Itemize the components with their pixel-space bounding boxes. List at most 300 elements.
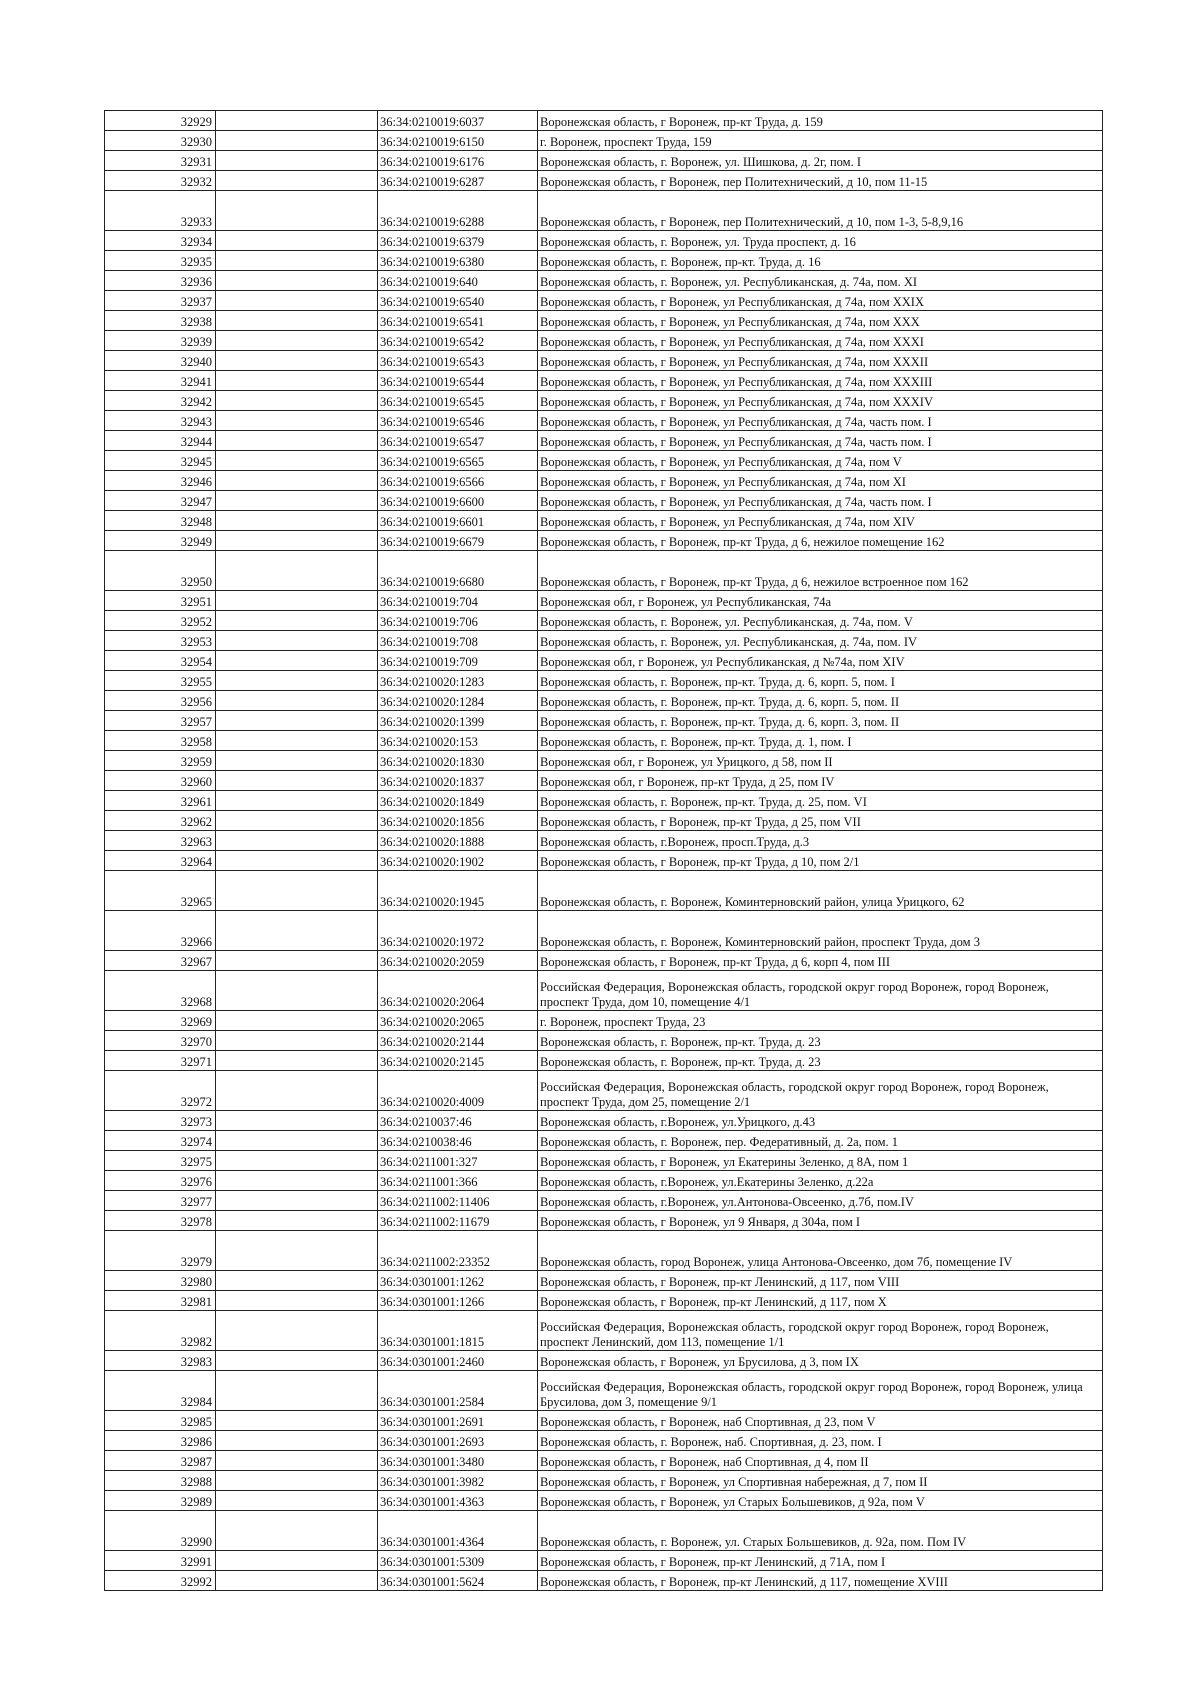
table-row (105, 291, 1103, 311)
table-row (105, 1151, 1103, 1171)
address: Воронежская область, г. Воронеж, пр-кт. Труда, д. 6, корп. 3, пом. II (538, 711, 1103, 731)
empty-cell (216, 1351, 378, 1371)
cadastral-number: 36:34:0210020:1888 (378, 831, 538, 851)
address: Воронежская область, г Воронеж, наб Спортивная, д 4, пом II (538, 1451, 1103, 1471)
cadastral-number: 36:34:0210019:709 (378, 651, 538, 671)
table-row (105, 1311, 1103, 1351)
address: Воронежская область, г. Воронеж, пр-кт. Труда, д. 6, корп. 5, пом. II (538, 691, 1103, 711)
cadastral-number: 36:34:0301001:5309 (378, 1551, 538, 1571)
empty-cell (216, 591, 378, 611)
property-table (104, 110, 1103, 1591)
row-number: 32930 (105, 131, 216, 151)
address: Воронежская область, г Воронеж, ул Республиканская, д 74а, пом XXXI (538, 331, 1103, 351)
row-number: 32977 (105, 1191, 216, 1211)
table-row (105, 431, 1103, 451)
cadastral-number: 36:34:0210019:6546 (378, 411, 538, 431)
empty-cell (216, 631, 378, 651)
table-row (105, 311, 1103, 331)
cadastral-number: 36:34:0211002:23352 (378, 1231, 538, 1271)
cadastral-number: 36:34:0301001:1815 (378, 1311, 538, 1351)
empty-cell (216, 971, 378, 1011)
table-row (105, 1451, 1103, 1471)
address: Воронежская область, г. Воронеж, ул. Республиканская, д. 74а, пом. IV (538, 631, 1103, 651)
row-number: 32966 (105, 911, 216, 951)
cadastral-number: 36:34:0210019:6287 (378, 171, 538, 191)
table-row (105, 1171, 1103, 1191)
empty-cell (216, 831, 378, 851)
address: Воронежская область, г Воронеж, пр-кт Труда, д. 159 (538, 111, 1103, 131)
address: Воронежская область, г. Воронеж, ул. Труда проспект, д. 16 (538, 231, 1103, 251)
table-row (105, 1071, 1103, 1111)
table-row (105, 411, 1103, 431)
address: Воронежская область, г. Воронеж, наб. Спортивная, д. 23, пом. I (538, 1431, 1103, 1451)
empty-cell (216, 391, 378, 411)
address: Воронежская область, г Воронеж, ул Старых Большевиков, д 92а, пом V (538, 1491, 1103, 1511)
cadastral-number: 36:34:0301001:2693 (378, 1431, 538, 1451)
address: Воронежская область, г. Воронеж, пер. Федеративный, д. 2а, пом. 1 (538, 1131, 1103, 1151)
empty-cell (216, 1491, 378, 1511)
empty-cell (216, 291, 378, 311)
table-row (105, 491, 1103, 511)
cadastral-number: 36:34:0210038:46 (378, 1131, 538, 1151)
table-row (105, 471, 1103, 491)
empty-cell (216, 131, 378, 151)
cadastral-number: 36:34:0210019:6176 (378, 151, 538, 171)
address: Воронежская область, г Воронеж, пер Политехнический, д 10, пом 11-15 (538, 171, 1103, 191)
table-row (105, 611, 1103, 631)
cadastral-number: 36:34:0301001:3982 (378, 1471, 538, 1491)
table-row (105, 691, 1103, 711)
empty-cell (216, 411, 378, 431)
address: Воронежская область, г.Воронеж, просп.Труда, д.3 (538, 831, 1103, 851)
row-number: 32935 (105, 251, 216, 271)
address: Воронежская область, г. Воронеж, ул. Республиканская, д. 74а, пом. V (538, 611, 1103, 631)
empty-cell (216, 491, 378, 511)
cadastral-number: 36:34:0301001:3480 (378, 1451, 538, 1471)
cadastral-number: 36:34:0210020:2059 (378, 951, 538, 971)
row-number: 32963 (105, 831, 216, 851)
empty-cell (216, 1131, 378, 1151)
table-row (105, 871, 1103, 911)
empty-cell (216, 851, 378, 871)
address: Воронежская область, г Воронеж, ул Республиканская, д 74а, часть пом. I (538, 431, 1103, 451)
address: Российская Федерация, Воронежская область, городской округ город Воронеж, город Воронеж, улица Брусилова, дом 3, помещение 9/1 (538, 1371, 1103, 1411)
address: Российская Федерация, Воронежская область, городской округ город Воронеж, город Воронеж, проспект Труда, дом 25, помещение 2/1 (538, 1071, 1103, 1111)
address: Воронежская область, г Воронеж, ул Республиканская, д 74а, пом V (538, 451, 1103, 471)
cadastral-number: 36:34:0210019:6680 (378, 551, 538, 591)
empty-cell (216, 431, 378, 451)
empty-cell (216, 651, 378, 671)
table-row (105, 971, 1103, 1011)
row-number: 32932 (105, 171, 216, 191)
cadastral-number: 36:34:0211001:366 (378, 1171, 538, 1191)
row-number: 32956 (105, 691, 216, 711)
table-row (105, 1111, 1103, 1131)
row-number: 32988 (105, 1471, 216, 1491)
row-number: 32953 (105, 631, 216, 651)
cadastral-number: 36:34:0210020:153 (378, 731, 538, 751)
cadastral-number: 36:34:0210019:6542 (378, 331, 538, 351)
empty-cell (216, 791, 378, 811)
address: Воронежская область, г Воронеж, наб Спортивная, д 23, пом V (538, 1411, 1103, 1431)
empty-cell (216, 811, 378, 831)
address: Воронежская область, г Воронеж, ул Республиканская, д 74а, часть пом. I (538, 491, 1103, 511)
address: Российская Федерация, Воронежская область, городской округ город Воронеж, город Воронеж, проспект Ленинский, дом 113, помещение 1/1 (538, 1311, 1103, 1351)
row-number: 32981 (105, 1291, 216, 1311)
row-number: 32962 (105, 811, 216, 831)
row-number: 32933 (105, 191, 216, 231)
row-number: 32955 (105, 671, 216, 691)
table-row (105, 551, 1103, 591)
empty-cell (216, 1191, 378, 1211)
table-row (105, 131, 1103, 151)
row-number: 32965 (105, 871, 216, 911)
row-number: 32992 (105, 1571, 216, 1591)
empty-cell (216, 1471, 378, 1491)
row-number: 32954 (105, 651, 216, 671)
cadastral-number: 36:34:0301001:2691 (378, 1411, 538, 1431)
cadastral-number: 36:34:0210019:704 (378, 591, 538, 611)
table-row (105, 271, 1103, 291)
empty-cell (216, 911, 378, 951)
cadastral-number: 36:34:0210019:6566 (378, 471, 538, 491)
row-number: 32985 (105, 1411, 216, 1431)
address: Воронежская область, г Воронеж, пр-кт Труда, д 6, нежилое встроенное пом 162 (538, 551, 1103, 591)
table-row (105, 251, 1103, 271)
row-number: 32931 (105, 151, 216, 171)
empty-cell (216, 1311, 378, 1351)
table-row (105, 1551, 1103, 1571)
row-number: 32944 (105, 431, 216, 451)
cadastral-number: 36:34:0210019:6600 (378, 491, 538, 511)
row-number: 32986 (105, 1431, 216, 1451)
empty-cell (216, 1231, 378, 1271)
address: Воронежская область, г. Воронеж, пр-кт. Труда, д. 6, корп. 5, пом. I (538, 671, 1103, 691)
cadastral-number: 36:34:0210019:6543 (378, 351, 538, 371)
cadastral-number: 36:34:0210020:4009 (378, 1071, 538, 1111)
address: Воронежская область, г. Воронеж, пр-кт. Труда, д. 1, пом. I (538, 731, 1103, 751)
empty-cell (216, 871, 378, 911)
cadastral-number: 36:34:0210019:706 (378, 611, 538, 631)
cadastral-number: 36:34:0210020:1284 (378, 691, 538, 711)
table-row (105, 591, 1103, 611)
empty-cell (216, 251, 378, 271)
address: Воронежская область, г Воронеж, ул Республиканская, д 74а, пом XXXII (538, 351, 1103, 371)
empty-cell (216, 1211, 378, 1231)
row-number: 32951 (105, 591, 216, 611)
cadastral-number: 36:34:0210019:640 (378, 271, 538, 291)
row-number: 32976 (105, 1171, 216, 1191)
address: Воронежская область, г.Воронеж, ул.Екатерины Зеленко, д.22а (538, 1171, 1103, 1191)
table-row (105, 1051, 1103, 1071)
table-row (105, 231, 1103, 251)
table-row (105, 1491, 1103, 1511)
empty-cell (216, 191, 378, 231)
table-row (105, 171, 1103, 191)
cadastral-number: 36:34:0210019:6541 (378, 311, 538, 331)
address: Воронежская область, г. Воронеж, пр-кт. Труда, д. 23 (538, 1031, 1103, 1051)
table-row (105, 951, 1103, 971)
address: Воронежская область, г Воронеж, ул Республиканская, д 74а, пом XI (538, 471, 1103, 491)
address: Воронежская область, г Воронеж, ул 9 Января, д 304а, пом I (538, 1211, 1103, 1231)
cadastral-number: 36:34:0210020:1837 (378, 771, 538, 791)
cadastral-number: 36:34:0210020:1856 (378, 811, 538, 831)
row-number: 32983 (105, 1351, 216, 1371)
row-number: 32973 (105, 1111, 216, 1131)
cadastral-number: 36:34:0301001:1262 (378, 1271, 538, 1291)
row-number: 32929 (105, 111, 216, 131)
cadastral-number: 36:34:0210020:2145 (378, 1051, 538, 1071)
row-number: 32969 (105, 1011, 216, 1031)
table-row (105, 1131, 1103, 1151)
empty-cell (216, 551, 378, 591)
row-number: 32946 (105, 471, 216, 491)
address: Российская Федерация, Воронежская область, городской округ город Воронеж, город Воронеж, проспект Труда, дом 10, помещение 4/1 (538, 971, 1103, 1011)
address: Воронежская область, г Воронеж, пр-кт Ленинский, д 117, пом X (538, 1291, 1103, 1311)
cadastral-number: 36:34:0301001:5624 (378, 1571, 538, 1591)
row-number: 32942 (105, 391, 216, 411)
address: Воронежская обл, г Воронеж, пр-кт Труда, д 25, пом IV (538, 771, 1103, 791)
cadastral-number: 36:34:0211002:11679 (378, 1211, 538, 1231)
table-row (105, 191, 1103, 231)
empty-cell (216, 171, 378, 191)
address: Воронежская область, г Воронеж, ул Екатерины Зеленко, д 8А, пом 1 (538, 1151, 1103, 1171)
row-number: 32961 (105, 791, 216, 811)
cadastral-number: 36:34:0210019:6150 (378, 131, 538, 151)
table-row (105, 1431, 1103, 1451)
address: Воронежская область, г Воронеж, пр-кт Ленинский, д 71А, пом I (538, 1551, 1103, 1571)
row-number: 32937 (105, 291, 216, 311)
empty-cell (216, 711, 378, 731)
empty-cell (216, 1451, 378, 1471)
empty-cell (216, 1431, 378, 1451)
address: Воронежская область, г.Воронеж, ул.Антонова-Овсеенко, д.7б, пом.IV (538, 1191, 1103, 1211)
cadastral-number: 36:34:0210019:6544 (378, 371, 538, 391)
table-row (105, 1471, 1103, 1491)
address: Воронежская область, г Воронеж, ул Спортивная набережная, д 7, пом II (538, 1471, 1103, 1491)
row-number: 32960 (105, 771, 216, 791)
cadastral-number: 36:34:0210019:6565 (378, 451, 538, 471)
empty-cell (216, 111, 378, 131)
table-row (105, 631, 1103, 651)
address: Воронежская область, г Воронеж, ул Республиканская, д 74а, часть пом. I (538, 411, 1103, 431)
cadastral-number: 36:34:0210019:6037 (378, 111, 538, 131)
empty-cell (216, 1171, 378, 1191)
row-number: 32970 (105, 1031, 216, 1051)
cadastral-number: 36:34:0210020:1972 (378, 911, 538, 951)
empty-cell (216, 1571, 378, 1591)
empty-cell (216, 371, 378, 391)
empty-cell (216, 1371, 378, 1411)
empty-cell (216, 751, 378, 771)
row-number: 32974 (105, 1131, 216, 1151)
table-row (105, 531, 1103, 551)
table-row (105, 111, 1103, 131)
row-number: 32979 (105, 1231, 216, 1271)
cadastral-number: 36:34:0210019:6547 (378, 431, 538, 451)
row-number: 32943 (105, 411, 216, 431)
cadastral-number: 36:34:0210019:708 (378, 631, 538, 651)
table-row (105, 1271, 1103, 1291)
row-number: 32934 (105, 231, 216, 251)
cadastral-number: 36:34:0210019:6380 (378, 251, 538, 271)
empty-cell (216, 1031, 378, 1051)
empty-cell (216, 231, 378, 251)
address: Воронежская обл, г Воронеж, ул Республиканская, д №74а, пом XIV (538, 651, 1103, 671)
cadastral-number: 36:34:0211002:11406 (378, 1191, 538, 1211)
empty-cell (216, 511, 378, 531)
empty-cell (216, 531, 378, 551)
row-number: 32939 (105, 331, 216, 351)
row-number: 32936 (105, 271, 216, 291)
row-number: 32990 (105, 1511, 216, 1551)
row-number: 32948 (105, 511, 216, 531)
empty-cell (216, 1071, 378, 1111)
row-number: 32989 (105, 1491, 216, 1511)
cadastral-number: 36:34:0210020:1945 (378, 871, 538, 911)
table-row (105, 711, 1103, 731)
cadastral-number: 36:34:0210020:2065 (378, 1011, 538, 1031)
cadastral-number: 36:34:0301001:4364 (378, 1511, 538, 1551)
address: Воронежская область, г Воронеж, пр-кт Ленинский, д 117, помещение XVIII (538, 1571, 1103, 1591)
empty-cell (216, 1051, 378, 1071)
row-number: 32975 (105, 1151, 216, 1171)
table-row (105, 451, 1103, 471)
row-number: 32972 (105, 1071, 216, 1111)
address: Воронежская область, г Воронеж, пер Политехнический, д 10, пом 1-3, 5-8,9,16 (538, 191, 1103, 231)
empty-cell (216, 671, 378, 691)
table-row (105, 651, 1103, 671)
cadastral-number: 36:34:0301001:2460 (378, 1351, 538, 1371)
address: Воронежская область, г. Воронеж, пр-кт. Труда, д. 23 (538, 1051, 1103, 1071)
row-number: 32991 (105, 1551, 216, 1571)
row-number: 32959 (105, 751, 216, 771)
address: Воронежская область, г Воронеж, ул Республиканская, д 74а, пом XXX (538, 311, 1103, 331)
table-row (105, 351, 1103, 371)
table-row (105, 771, 1103, 791)
address: Воронежская область, г. Воронеж, Коминтерновский район, проспект Труда, дом 3 (538, 911, 1103, 951)
table-row (105, 371, 1103, 391)
cadastral-number: 36:34:0210019:6288 (378, 191, 538, 231)
table-row (105, 851, 1103, 871)
address: г. Воронеж, проспект Труда, 159 (538, 131, 1103, 151)
table-row (105, 1011, 1103, 1031)
empty-cell (216, 271, 378, 291)
address: Воронежская область, г.Воронеж, ул.Урицкого, д.43 (538, 1111, 1103, 1131)
table-row (105, 831, 1103, 851)
row-number: 32968 (105, 971, 216, 1011)
row-number: 32982 (105, 1311, 216, 1351)
address: Воронежская область, г Воронеж, пр-кт Труда, д 6, корп 4, пом III (538, 951, 1103, 971)
empty-cell (216, 1111, 378, 1131)
empty-cell (216, 151, 378, 171)
table-row (105, 1511, 1103, 1551)
row-number: 32980 (105, 1271, 216, 1291)
address: Воронежская область, г. Воронеж, пр-кт. Труда, д. 25, пом. VI (538, 791, 1103, 811)
cadastral-number: 36:34:0210020:1399 (378, 711, 538, 731)
table-row (105, 1571, 1103, 1591)
row-number: 32941 (105, 371, 216, 391)
cadastral-number: 36:34:0210019:6545 (378, 391, 538, 411)
empty-cell (216, 771, 378, 791)
row-number: 32947 (105, 491, 216, 511)
cadastral-number: 36:34:0301001:1266 (378, 1291, 538, 1311)
empty-cell (216, 1511, 378, 1551)
address: Воронежская обл, г Воронеж, ул Урицкого, д 58, пом II (538, 751, 1103, 771)
table-row (105, 731, 1103, 751)
table-row (105, 811, 1103, 831)
address: Воронежская область, г Воронеж, ул Республиканская, д 74а, пом XXXIII (538, 371, 1103, 391)
table-row (105, 511, 1103, 531)
empty-cell (216, 731, 378, 751)
cadastral-number: 36:34:0210020:2064 (378, 971, 538, 1011)
address: Воронежская обл, г Воронеж, ул Республиканская, 74а (538, 591, 1103, 611)
cadastral-number: 36:34:0210037:46 (378, 1111, 538, 1131)
table-row (105, 671, 1103, 691)
row-number: 32957 (105, 711, 216, 731)
empty-cell (216, 951, 378, 971)
cadastral-number: 36:34:0210019:6540 (378, 291, 538, 311)
empty-cell (216, 311, 378, 331)
cadastral-number: 36:34:0210020:1902 (378, 851, 538, 871)
row-number: 32967 (105, 951, 216, 971)
address: Воронежская область, г Воронеж, пр-кт Труда, д 10, пом 2/1 (538, 851, 1103, 871)
row-number: 32978 (105, 1211, 216, 1231)
empty-cell (216, 331, 378, 351)
table-row (105, 1291, 1103, 1311)
cadastral-number: 36:34:0210020:1830 (378, 751, 538, 771)
address: Воронежская область, г Воронеж, ул Брусилова, д 3, пом IX (538, 1351, 1103, 1371)
row-number: 32950 (105, 551, 216, 591)
cadastral-number: 36:34:0210020:2144 (378, 1031, 538, 1051)
row-number: 32964 (105, 851, 216, 871)
table-row (105, 1211, 1103, 1231)
empty-cell (216, 1551, 378, 1571)
address: Воронежская область, г Воронеж, пр-кт Труда, д 25, пом VII (538, 811, 1103, 831)
table-row (105, 1191, 1103, 1211)
table-row (105, 1231, 1103, 1271)
table-body (105, 111, 1103, 1591)
cadastral-number: 36:34:0301001:2584 (378, 1371, 538, 1411)
empty-cell (216, 471, 378, 491)
table-row (105, 751, 1103, 771)
cadastral-number: 36:34:0210019:6679 (378, 531, 538, 551)
row-number: 32940 (105, 351, 216, 371)
table-row (105, 791, 1103, 811)
table-row (105, 1031, 1103, 1051)
row-number: 32938 (105, 311, 216, 331)
row-number: 32952 (105, 611, 216, 631)
cadastral-number: 36:34:0210020:1849 (378, 791, 538, 811)
address: Воронежская область, г. Воронеж, ул. Старых Большевиков, д. 92а, пом. Пом IV (538, 1511, 1103, 1551)
address: г. Воронеж, проспект Труда, 23 (538, 1011, 1103, 1031)
row-number: 32949 (105, 531, 216, 551)
table-row (105, 331, 1103, 351)
address: Воронежская область, г. Воронеж, Коминтерновский район, улица Урицкого, 62 (538, 871, 1103, 911)
empty-cell (216, 351, 378, 371)
row-number: 32945 (105, 451, 216, 471)
table-row (105, 391, 1103, 411)
address: Воронежская область, г. Воронеж, ул. Шишкова, д. 2г, пом. I (538, 151, 1103, 171)
address: Воронежская область, г Воронеж, ул Республиканская, д 74а, пом XIV (538, 511, 1103, 531)
empty-cell (216, 451, 378, 471)
address: Воронежская область, г. Воронеж, ул. Республиканская, д. 74а, пом. XI (538, 271, 1103, 291)
address: Воронежская область, г Воронеж, ул Республиканская, д 74а, пом XXXIV (538, 391, 1103, 411)
cadastral-number: 36:34:0211001:327 (378, 1151, 538, 1171)
cadastral-number: 36:34:0210020:1283 (378, 671, 538, 691)
empty-cell (216, 1411, 378, 1431)
table-row (105, 1351, 1103, 1371)
